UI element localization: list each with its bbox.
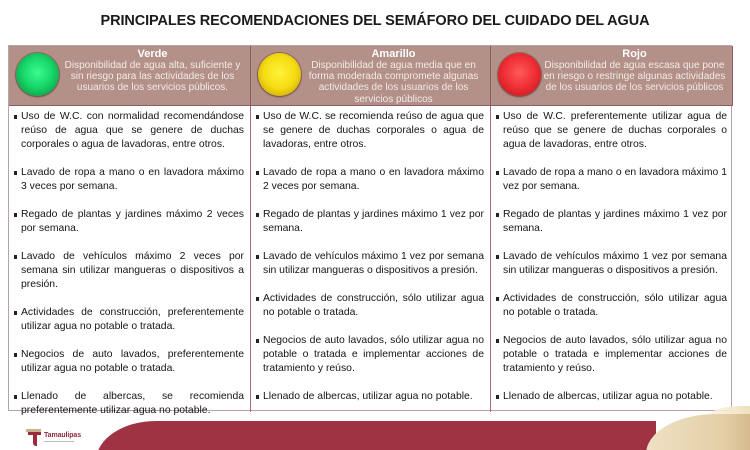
list-item: Regado de plantas y jardines máximo 1 vez por semana.	[257, 208, 484, 236]
column-description: Disponibilidad de agua escasa que pone en riesgo o restringe algunas actividades de los usuarios de los servicios públicos	[543, 60, 726, 94]
list-item: Llenado de albercas, utilizar agua no potable.	[497, 390, 727, 404]
list-item: Lavado de vehículos máximo 1 vez por semana sin utilizar mangueras o dispositivos a presión.	[257, 250, 484, 278]
recommendations-rojo	[491, 106, 733, 412]
footer-crimson-band	[96, 421, 656, 450]
list-item: Uso de W.C. con normalidad recomendándose reúso de agua que se genere de duchas corporales o agua de lavadoras, entre otros.	[15, 110, 244, 152]
footer-gold-swoosh	[646, 414, 750, 450]
list-item: Llenado de albercas, se recomienda preferentemente utilizar agua no potable.	[15, 390, 244, 418]
recommendations-amarillo	[251, 106, 491, 412]
list-item: Negocios de auto lavados, sólo utilizar agua no potable o tratada e implementar acciones de tratamiento y reúso.	[257, 334, 484, 376]
green-light-icon	[16, 53, 59, 96]
header-amarillo	[251, 46, 491, 106]
tamaulipas-logo	[26, 428, 96, 446]
yellow-light-icon	[258, 53, 301, 96]
logo-text: Tamaulipas	[44, 432, 81, 439]
list-item: Lavado de vehículos máximo 1 vez por semana sin utilizar mangueras o dispositivos a presión.	[497, 250, 727, 278]
page-title: PRINCIPALES RECOMENDACIONES DEL SEMÁFORO DEL CUIDADO DEL AGUA	[100, 13, 650, 29]
column-title: Amarillo	[371, 48, 416, 60]
column-title: Verde	[137, 48, 168, 60]
column-description: Disponibilidad de agua media que en forma moderada compromete algunas actividades de los usuarios de los servicios públicos	[308, 60, 479, 105]
list-item: Negocios de auto lavados, preferentemente utilizar agua no potable o tratada.	[15, 348, 244, 376]
logo-tagline-line	[44, 441, 74, 442]
column-description: Disponibilidad de agua alta, suficiente y sin riesgo para las actividades de los usuarios de los servicios públicos.	[64, 60, 241, 94]
traffic-light-table	[8, 45, 732, 416]
list-item: Regado de plantas y jardines máximo 1 vez por semana.	[497, 208, 727, 236]
list-item: Actividades de construcción, sólo utilizar agua no potable o tratada.	[497, 292, 727, 320]
list-item: Lavado de ropa a mano o en lavadora máximo 2 veces por semana.	[257, 166, 484, 194]
red-light-icon	[498, 53, 541, 96]
list-item: Actividades de construcción, preferentemente utilizar agua no potable o tratada.	[15, 306, 244, 334]
recommendations-verde	[9, 106, 251, 416]
list-item: Regado de plantas y jardines máximo 2 veces por semana.	[15, 208, 244, 236]
tamaulipas-t-icon	[26, 428, 42, 446]
list-item: Uso de W.C. se recomienda reúso de agua que se genere de duchas corporales o agua de lavadoras, entre otros.	[257, 110, 484, 152]
list-item: Uso de W.C. preferentemente utilizar agua de reúso que se genere de duchas corporales o agua de lavadoras, entre otros.	[497, 110, 727, 152]
list-item: Negocios de auto lavados, sólo utilizar agua no potable o tratada e implementar acciones de tratamiento y reúso.	[497, 334, 727, 376]
list-item: Actividades de construcción, sólo utilizar agua no potable o tratada.	[257, 292, 484, 320]
column-title: Rojo	[622, 48, 647, 60]
list-item: Lavado de ropa a mano o en lavadora máximo 3 veces por semana.	[15, 166, 244, 194]
header-verde	[9, 46, 251, 106]
list-item: Llenado de albercas, utilizar agua no potable.	[257, 390, 484, 404]
list-item: Lavado de vehículos máximo 2 veces por semana sin utilizar mangueras o dispositivos a presión.	[15, 250, 244, 292]
header-rojo	[491, 46, 733, 106]
list-item: Lavado de ropa a mano o en lavadora máximo 1 vez por semana.	[497, 166, 727, 194]
